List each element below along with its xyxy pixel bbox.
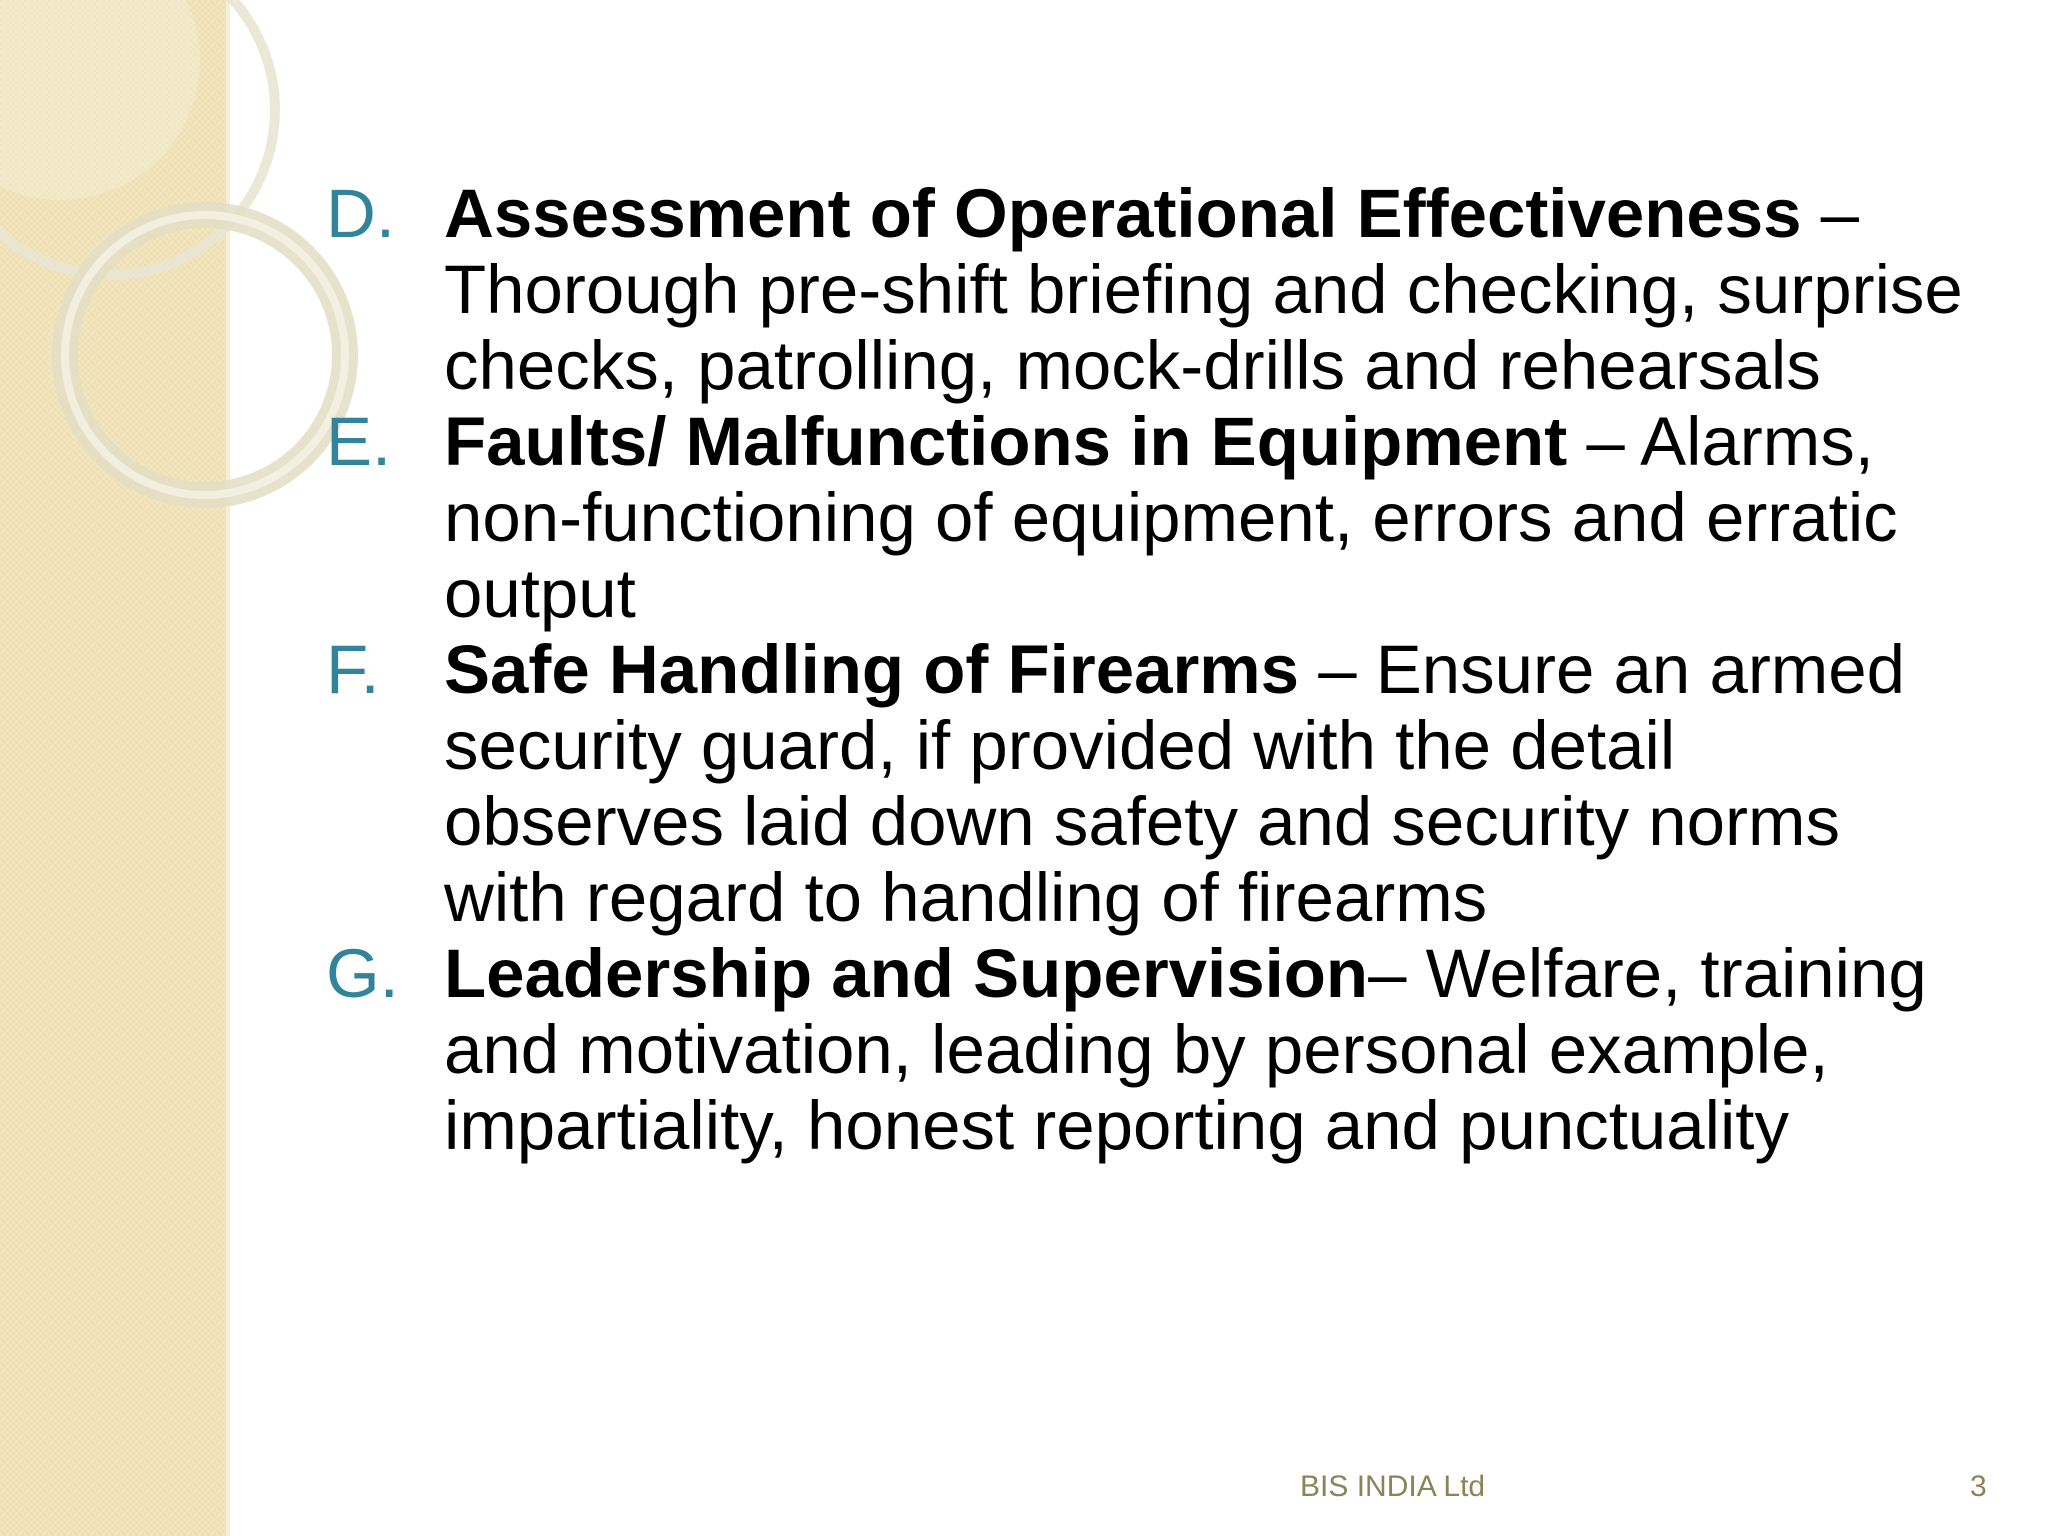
list-item-text xyxy=(444,404,1966,632)
list-item-text xyxy=(444,176,1966,404)
list-item-text xyxy=(444,632,1966,936)
item-body: – Alarms, non-functioning of equipment, errors and erratic output xyxy=(444,403,1898,632)
bullet-list xyxy=(326,176,1966,1164)
page-number: 3 xyxy=(1970,1470,1987,1503)
item-body: – Welfare, training and motivation, leading by personal example, impartiality, honest reporting and punctuality xyxy=(444,935,1927,1164)
list-marker: G. xyxy=(326,935,399,1012)
list-item xyxy=(326,404,1966,632)
list-item xyxy=(326,176,1966,404)
item-body: – Ensure an armed security guard, if provided with the detail observes laid down safety and security norms with regard to handling of firearms xyxy=(444,631,1906,936)
footer-organization: BIS INDIA Ltd xyxy=(1300,1470,1486,1503)
item-title: Faults/ Malfunctions in Equipment xyxy=(444,403,1568,480)
list-marker: D. xyxy=(326,175,395,252)
list-marker: E. xyxy=(326,403,392,480)
list-item xyxy=(326,632,1966,936)
list-marker: F. xyxy=(326,631,380,708)
item-body: – Thorough pre-shift briefing and checking, surprise checks, patrolling, mock-drills and rehearsals xyxy=(444,175,1963,404)
item-title: Safe Handling of Firearms xyxy=(444,631,1300,708)
list-item xyxy=(326,936,1966,1164)
item-title: Leadership and Supervision xyxy=(444,935,1369,1012)
list-item-text xyxy=(444,936,1966,1164)
item-title: Assessment of Operational Effectiveness xyxy=(444,175,1802,252)
